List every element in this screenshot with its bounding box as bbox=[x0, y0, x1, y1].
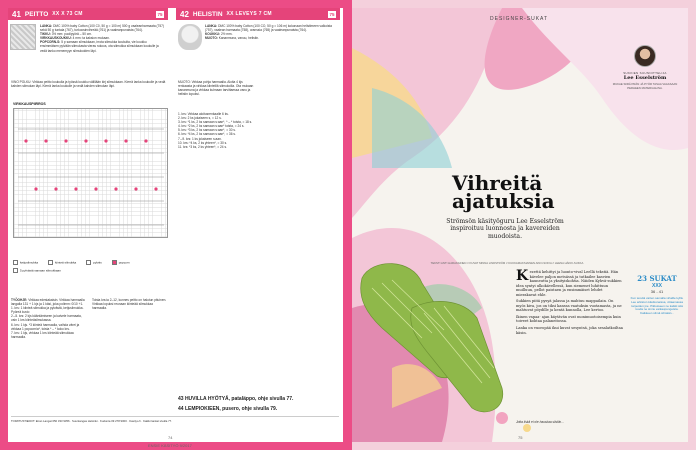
crochet-chart-grid bbox=[13, 108, 168, 238]
legend-item bbox=[112, 260, 130, 265]
needles-text: 2½ mm. bbox=[220, 32, 233, 37]
double-crochet-icon bbox=[86, 260, 91, 265]
blanket-photo bbox=[10, 24, 36, 50]
article-body bbox=[516, 270, 624, 335]
single-crochet-icon bbox=[48, 260, 53, 265]
author-role: SUKKIEN SUUNNITTELIJA bbox=[623, 71, 667, 75]
dropcap: K bbox=[516, 268, 529, 284]
extras-label: VIRKKAUSKOUKKU: bbox=[40, 36, 72, 41]
next-pattern-44: 44 LEMPIOKIEEN, pusero, ohje sivulla 79. bbox=[178, 406, 278, 412]
legend-label: 5 pylvästä samaan silmukkaan bbox=[20, 268, 61, 273]
materials-text: DMC 100% baby Cotton (100 CO, 50 g = 106 m) kokonaan helistimeen valkoista (757), vaalean harmaata (758), oranssia (765) ja vaaleanpunaista (764). bbox=[205, 24, 332, 33]
headline-line-1: Vihreitä bbox=[452, 171, 543, 195]
gauge-label: POPCORN-S: bbox=[40, 40, 61, 45]
round-line: 7. krs: 1 kjs, virkkaa 1 krs kiinteää silmukkaa harmaalla. bbox=[11, 330, 74, 339]
round-line: 5. krs: *3 ks, 2 ks samaan s:aan*, = 30 s. bbox=[178, 128, 236, 133]
pattern-41-intro: VINO POLKU: Virkkaa peitto koukulla ja työssä koukku välillään kirj silmukkaan. Kierrä lanka koukulle ja vedä kahden silmukan läpi. Kierrä lanka koukulle ja vedä kahden silmukan läpi. bbox=[11, 80, 166, 89]
pink-border-left bbox=[0, 0, 8, 450]
pattern-42-header bbox=[176, 8, 340, 20]
materials-text: DMC 100% baby Cotton (100 C0, 50 g = 100 m) 500 g vaaleanharmaata (757) sekä 50 g tuntala (767), turkoosinvihreää (761) ja vaaleanpunaista (764). bbox=[40, 24, 164, 33]
extras-label: MUOTO: bbox=[205, 36, 218, 41]
legend-label: ketjusilmukka bbox=[20, 260, 39, 265]
legend-label: pylväs bbox=[93, 260, 102, 265]
page-folio-sub: ENSIE KÄSITYÖ 9/2017 bbox=[148, 443, 192, 448]
section-tag: DESIGNER-SUKAT bbox=[490, 16, 549, 22]
legend-item bbox=[86, 260, 102, 265]
pattern-number: 41 bbox=[12, 9, 21, 19]
sidebar-difficulty: XXX bbox=[651, 283, 662, 289]
author-name: Lee Esselström bbox=[623, 75, 667, 81]
popcorn-icon bbox=[112, 260, 117, 265]
needles-text: 3½ mm: puolipyörä – 50 cm. bbox=[51, 32, 92, 37]
extras-text: 4 mm: ta kaksion mukaan. bbox=[72, 36, 110, 41]
chart-title: VIRKKAUSPIIRROS bbox=[13, 102, 46, 106]
pattern-41-header bbox=[8, 8, 168, 20]
instructions-text: Virkkaa edestakaisin. Virkkaa harmaalla langalla 131 + 1 kjs ja 1 käsi, joka polimm: 0/10 +1. bbox=[11, 298, 85, 307]
gauge-text: 5 p samaan silmukkaan, irrota silmukka koukulta, vie koukku ensimmäisen pylvään silmukasta vieras rukous, ota silmukka silmukkaan koukulle ja vedä tanko menemyyn silmukoiden läpi. bbox=[40, 40, 159, 53]
body-paragraph: Ikinen vapaa- ajan käytävän ovat monimuotoisempia kuin toiveet kohtaa palaneitossa. bbox=[516, 314, 621, 324]
left-page bbox=[8, 8, 343, 448]
legend-item bbox=[48, 260, 76, 265]
page-number: 75 bbox=[518, 435, 523, 440]
pattern-name: HELISTIN bbox=[192, 10, 223, 18]
sidebar-description: Kun tereitä varten samalla virtaille kyllä. Lee arkiston käsikunaissa, viitaamassa tarpeiden jne. Pikkuiseen ne kaikki sitä tuoda ne sinnu esikaupungeista. Kaikkeen silmä silmään... bbox=[630, 296, 684, 316]
needles-label: TIKKU: bbox=[40, 32, 51, 37]
article-credits: TEKSTI ANTI HARAKAINEN // KUVAT MINNA LINDSTRÖM // KUKKAMAKSIAINEN AINO-SOFIA // LEENA HÄKKI-SUKKA bbox=[430, 261, 584, 265]
round-line: 2.–5. krs: 2 kjs kääntämiseen ja kaivele harmaata, vain 1 krs kiinteäsilmukassa. bbox=[11, 314, 82, 323]
chart-legend bbox=[13, 260, 178, 273]
round-line: 7.–9. krs: 1 ks jokaiseen s:aan. bbox=[178, 136, 222, 141]
article-headline bbox=[452, 171, 555, 213]
pattern-41-instructions bbox=[11, 298, 87, 339]
page-footer-credits: TOIMITUSTIEDOT: Eiran Langat 050 333 9356 · Suurkangas Helsinki · Kudonta 09 278 9000 · Kasityo.fi · Kaikki lankat sivulla 77. bbox=[11, 416, 339, 423]
round-line: 3. krs: *1 ks, 2 ks samaan s:aan*, * – * toista, = 18 s. bbox=[178, 120, 253, 125]
pattern-difficulty: XX X 73 CM bbox=[52, 11, 83, 17]
chart-symbols bbox=[14, 109, 169, 239]
pattern-sidebar bbox=[630, 274, 684, 316]
pattern-42-body: MUOTO: Virkkaa pohja harmaalla. Aloita 4 kjs renkaasta ja virkkaa kiinteillä silmukoilla. Ota mukaan kananmuna ja virkkaa kulmaan tarvittaessa vanu ja helistin lopuksi. bbox=[178, 80, 254, 97]
body-paragraph: Lanka on vuoropää ikui kuvat sesyntsä, joka sesalatkoiltaa käsin. bbox=[516, 326, 623, 335]
article-lead: Strömsön käsityöguru Lee Esselström inspiroituu luonnosta ja kavereiden muodoista. bbox=[446, 218, 564, 240]
materials-label: LANKA: bbox=[205, 24, 218, 28]
author-box bbox=[606, 45, 684, 90]
round-line: 1. krs: 1 kiinteä silmukka ja pylvästä, ketjusilmukka. Pyöreä kuvio bbox=[11, 306, 84, 315]
pattern-41-materials bbox=[40, 24, 166, 53]
pattern-name: PEITTO bbox=[24, 10, 49, 18]
pattern-42-materials bbox=[205, 24, 339, 40]
needles-label: KOUKKU: bbox=[205, 32, 221, 37]
pattern-square-badge: 75 bbox=[329, 11, 335, 17]
next-pattern-43: 43 HUVILLA HYÖTYÄ, pataläppo, ohje sivulla 77. bbox=[178, 396, 294, 402]
round-line: 1. krs: Virkkaa aloitusrenkaalle 6 ks. bbox=[178, 112, 229, 116]
round-line: 10. krs: *4 ks, 2 ks yhteen*, = 30 s. bbox=[178, 140, 228, 145]
pattern-42-rounds bbox=[178, 112, 256, 149]
body-paragraph: Sukkien piitä pysyä jalassa ja mahtuu mappailain. On myös kiva, jos on tiksi kanssa vaatuksin vuotamasta, ja ne mahtuvat pöydille ja kentä kunnolla, Lee kertoo. bbox=[516, 299, 622, 313]
page-number: 74 bbox=[168, 435, 173, 440]
legend-label: popcorn bbox=[118, 260, 130, 265]
right-page bbox=[352, 8, 688, 442]
pattern-41-continue: Toista krs:ia 2–12, kunnes peitto on halutun pituinen. Virkkaa lopuksi reunaan kiinteää silmukkaa harmaalla. bbox=[92, 298, 167, 311]
sidebar-size: 36 - 41 bbox=[650, 289, 664, 294]
pattern-square-badge: 75 bbox=[157, 11, 163, 17]
legend-item bbox=[13, 260, 38, 265]
pattern-difficulty: XX LEVEYS 7 CM bbox=[226, 11, 272, 17]
chain-symbol-icon bbox=[13, 260, 18, 265]
round-line: 11. krs: *3 ks, 2 ks yhteen*, = 24 s. bbox=[178, 144, 227, 149]
legend-label: kiinteä silmukka bbox=[55, 260, 77, 265]
extras-text: Kananmuna, vanuu, helistin. bbox=[218, 36, 259, 41]
pink-border-top bbox=[0, 0, 352, 8]
author-avatar bbox=[634, 45, 656, 67]
round-line: 4. krs: *2 ks, 2 ks samaan s:aan* toista, = 24 s. bbox=[178, 124, 245, 129]
shell-icon bbox=[13, 268, 18, 273]
sidebar-title: 23 SUKAT bbox=[637, 274, 677, 283]
rattle-photo bbox=[178, 24, 202, 50]
page-gutter bbox=[343, 0, 352, 450]
author-bio: MUKAE SIIRÄ PRÄN JÄ PYÖR TASAA VAAASAAN PERHEEN MATERIAALINA. bbox=[612, 82, 678, 90]
round-line: 6. krs: 1 kjs. *3 kiinteä harmaalla, vaihda värei ja virkkaa 1 popcornia*, toista * – * koko krs. bbox=[11, 322, 80, 331]
materials-label: LANKA: bbox=[40, 24, 53, 28]
instructions-label: TYÖOHJE: bbox=[11, 298, 28, 302]
pattern-number: 42 bbox=[180, 9, 189, 19]
legend-item bbox=[13, 268, 61, 273]
headline-line-2: ajatuksia bbox=[452, 189, 555, 213]
round-line: 2. krs: 2 ks jokaiseen s, = 12 s. bbox=[178, 116, 222, 121]
body-paragraph: ezettä kehittyi ja luonto-vival Leellä tekstiä. Hän kävelee paljon metsässä ja tutkailee kasvien kauneutta ja yksityiskohtia. Näiden Kyhvä-sukkien idea syntyi ulkokävellessä, kun siemenet luhittuun muilluun, pellot paistaen ja ensimmäiset lehdet mierakavat ehle. bbox=[516, 270, 622, 297]
photo-caption: Jotta liskä ei ole hauskaa siistiin... bbox=[516, 420, 564, 424]
round-line: 6. krs: *4 ks, 2 ks samaan s:aan*, = 36 s. bbox=[178, 132, 236, 137]
